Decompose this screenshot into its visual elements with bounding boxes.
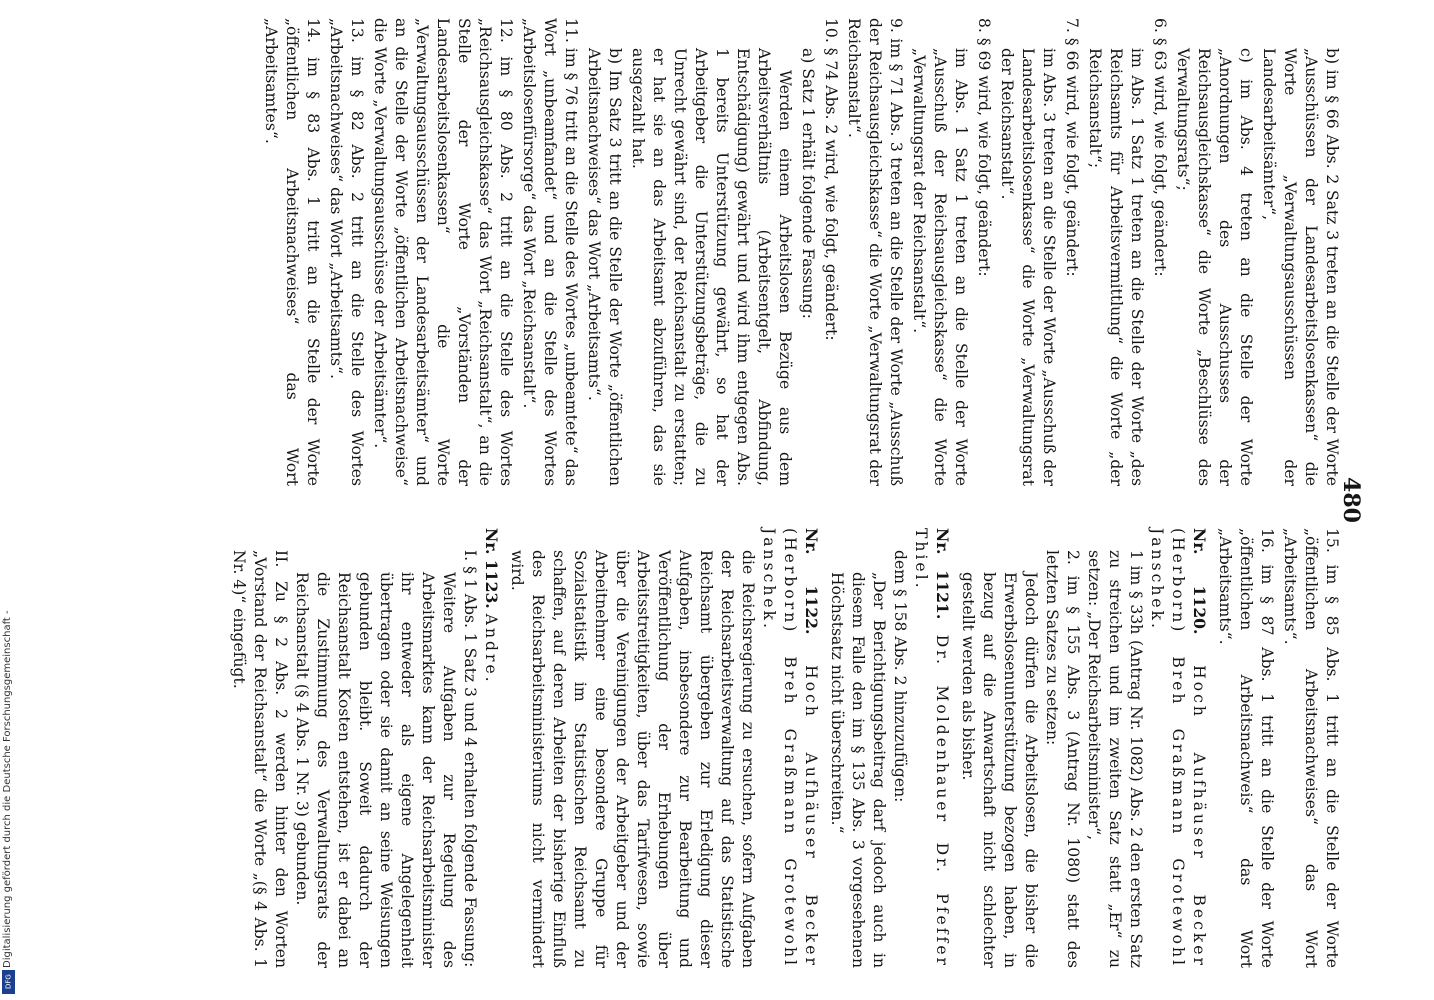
- dfg-logo-icon: DFG: [2, 970, 15, 994]
- motion-point: 2. im § 155 Abs. 3 (Antrag Nr. 1080) statt des letzten Satzes zu setzen:: [1043, 550, 1082, 968]
- motion-1123: [228, 528, 502, 968]
- quoted-text: Weitere Aufgaben zur Regelung des Arbeitsmarktes kann der Reichsarbeitsminister ihr entweder als eigene Angelegenheit übertragen oder sie damit an seine Weisungen gebunden bleibt. Soweit dadurch der Reichsanstalt Kosten entstehen, ist er dabei an die Zustimmung des Verwaltungsrats der Reichsanstalt (§ 4 Abs. 1 Nr. 3) gebunden.: [293, 572, 458, 968]
- motion-sponsors: Dr. Moldenhauer Dr. Pfeffer Thiel.: [912, 528, 951, 968]
- page-number: 480: [1338, 477, 1364, 523]
- left-column: [258, 18, 1342, 486]
- motion-number: Nr. 1121.: [933, 528, 952, 620]
- list-item: 16. im § 87 Abs. 1 tritt an die Stelle der Worte „öffentlichen Arbeitsnachweis“ das Wort „Arbeitsamts“.: [1216, 528, 1276, 968]
- right-column: [228, 528, 1342, 968]
- motion-1122: [506, 528, 822, 968]
- list-item-body: im Abs. 1 Satz 1 treten an die Stelle der Worte „des Reichsamts für Arbeitsvermittlung“ die Worte „der Reichsanstalt“;: [1086, 48, 1146, 486]
- motion-sponsors: Hoch Aufhäuser Becker (Herborn) Breh Graßmann Grotewohl Janschek.: [760, 528, 820, 968]
- list-item: c) im Abs. 4 treten an die Stelle der Worte „Anordnungen des Ausschusses der Reichsausgleichskasse“ die Worte „Beschlüsse des Verwaltungsrats“;: [1174, 48, 1255, 486]
- list-item: 11. im § 76 tritt an die Stelle des Wortes „unbeamtete“ das Wort „unbeamfandet“ und an die Stelle des Wortes „Arbeitslosenfürsorge“ das Wort „Reichsanstalt“.: [520, 18, 580, 486]
- quoted-text: Werden einem Arbeitslosen Bezüge aus dem Arbeitsverhältnis (Arbeitsentgelt, Abfindung, Entschädigung) gewährt und wird ihm entgegen Abs. 1 bereits Unterstützung gewährt, so hat der Arbeitgeber die Unterstützungsbeträge, die zu Unrecht gewährt sind, der Reichsanstalt zu erstatten; er hat sie an das Arbeitsamt abzuführen, das sie ausgezahlt hat.: [629, 48, 794, 486]
- list-item: a) Satz 1 erhält folgende Fassung:: [799, 48, 817, 319]
- motion-point: II. Zu § 2 Abs. 2 werden hinter den Worten „Vorstand der Reichsanstalt“ die Worte „(§ 4 Abs. 1 Nr. 4)“ eingefügt.: [230, 550, 290, 968]
- funding-credit: Digitalisierung gefördert durch die Deutsche Forschungsgemeinschaft -: [2, 610, 13, 968]
- list-item: 6. § 63 wird, wie folgt, geändert:: [1151, 18, 1169, 277]
- motion-heading: [1146, 528, 1210, 968]
- list-item-body: im Abs. 1 Satz 1 treten an die Stelle der Worte „Ausschuß der Reichsausgleichskasse“ die Worte „Verwaltungsrat der Reichsanstalt“.: [910, 48, 970, 486]
- quoted-text: Jedoch dürfen die Arbeitslosen, die bisher die Erwerbslosenunterstützung bezogen haben, in bezug auf die Anwartschaft nicht schlechter gestellt werden als bisher.: [959, 572, 1040, 968]
- motion-heading: [758, 528, 822, 968]
- digitization-footer: [0, 0, 24, 1000]
- motion-sponsors: Andre.: [482, 613, 500, 685]
- motion-sponsors: Hoch Aufhäuser Becker (Herborn) Breh Graßmann Grotewohl Janschek.: [1148, 528, 1208, 968]
- motion-number: Nr. 1120.: [1190, 528, 1209, 635]
- list-item: 8. § 69 wird, wie folgt, geändert:: [975, 18, 993, 277]
- motion-text: die Reichsregierung zu ersuchen, sofern Aufgaben der Reichsarbeitsverwaltung auf das Statistische Reichsamt übergeben zur Erledigung dieser Aufgaben, insbesondere zur Bearbeitung und Veröffentlichung der Erhebungen über Arbeitsstreitigkeiten, über das Tarifwesen, sowie über die Vereinigungen der Arbeitgeber und der Arbeitnehmer eine besondere Gruppe für Sozialstatistik im Statistischen Reichsamt zu schaffen, auf deren Arbeiten der bisherige Einfluß des Reichsarbeitsministeriums nicht vermindert wird.: [508, 550, 757, 968]
- motion-1120: [957, 528, 1210, 968]
- motion-1121: [826, 528, 953, 968]
- list-item: 12. im § 80 Abs. 2 tritt an die Stelle des Wortes „Reichsausgleichskasse“ das Wort „Reichsanstalt“, an die Stelle der Worte „Vorständen der Landesarbeitslosenkassen“ die Worte „Verwaltungsausschüssen der Landesarbeitsämter“ und an die Stelle der Worte „öffentlichen Arbeitsnachweise“ die Worte „Verwaltungsausschüsse der Arbeitsämter“.: [371, 18, 515, 486]
- list-item: 15. im § 85 Abs. 1 tritt an die Stelle der Worte „öffentlichen Arbeitsnachweises“ das Wort „Arbeitsamts“.: [1281, 528, 1341, 968]
- list-item: 13. im § 82 Abs. 2 tritt an die Stelle des Wortes „Arbeitsnachweises“ das Wort „Arbeitsamts“.: [327, 18, 366, 486]
- list-item: 14. im § 83 Abs. 1 tritt an die Stelle der Worte „öffentlichen Arbeitsnachweises“ das Wort „Arbeitsamtes“.: [262, 18, 322, 486]
- list-item: 7. § 66 wird, wie folgt, geändert:: [1063, 18, 1081, 277]
- list-item: b) Im Satz 3 tritt an die Stelle der Worte „öffentlichen Arbeitsnachweises“ das Wort „Arbeitsamts“.: [585, 48, 624, 486]
- motion-point: I. § 1 Abs. 1 Satz 3 und 4 erhalten folgende Fassung:: [461, 550, 479, 968]
- list-item: b) im § 66 Abs. 2 Satz 3 treten an die Stelle der Worte „Ausschüssen der Landesarbeitslosenkassen“ die Worte „Verwaltungsausschüssen der Landesarbeitsämter“,: [1260, 48, 1341, 486]
- motion-number: Nr. 1123.: [482, 528, 501, 609]
- motion-heading: [480, 528, 502, 968]
- motion-heading: [910, 528, 953, 968]
- list-item: 9. im § 71 Abs. 3 treten an die Stelle der Worte „Ausschuß der Reichsausgleichskasse“ die Worte „Verwaltungsrat der Reichsanstalt“.: [845, 18, 905, 486]
- motion-number: Nr. 1122.: [802, 528, 821, 635]
- list-item: 10. § 74 Abs. 2 wird, wie folgt, geändert:: [822, 18, 840, 341]
- list-item-body: im Abs. 3 treten an die Stelle der Worte „Ausschuß der Landesarbeitslosenkasse“ die Worte „Verwaltungsrat der Reichsanstalt“.: [998, 48, 1058, 486]
- quoted-text: „Der Berichtigungsbeitrag darf jedoch auch in diesem Falle den im § 135 Abs. 3 vorgesehenen Höchstsatz nicht überschreiten.“: [828, 572, 888, 968]
- motion-point: 1 im § 33h (Antrag Nr. 1082) Abs. 2 den ersten Satz zu streichen und im zweiten Satz statt „Er“ zu setzen: „Der Reichsarbeitsminister“,: [1085, 550, 1145, 968]
- motion-text: dem § 158 Abs. 2 hinzuzufügen:: [891, 550, 909, 803]
